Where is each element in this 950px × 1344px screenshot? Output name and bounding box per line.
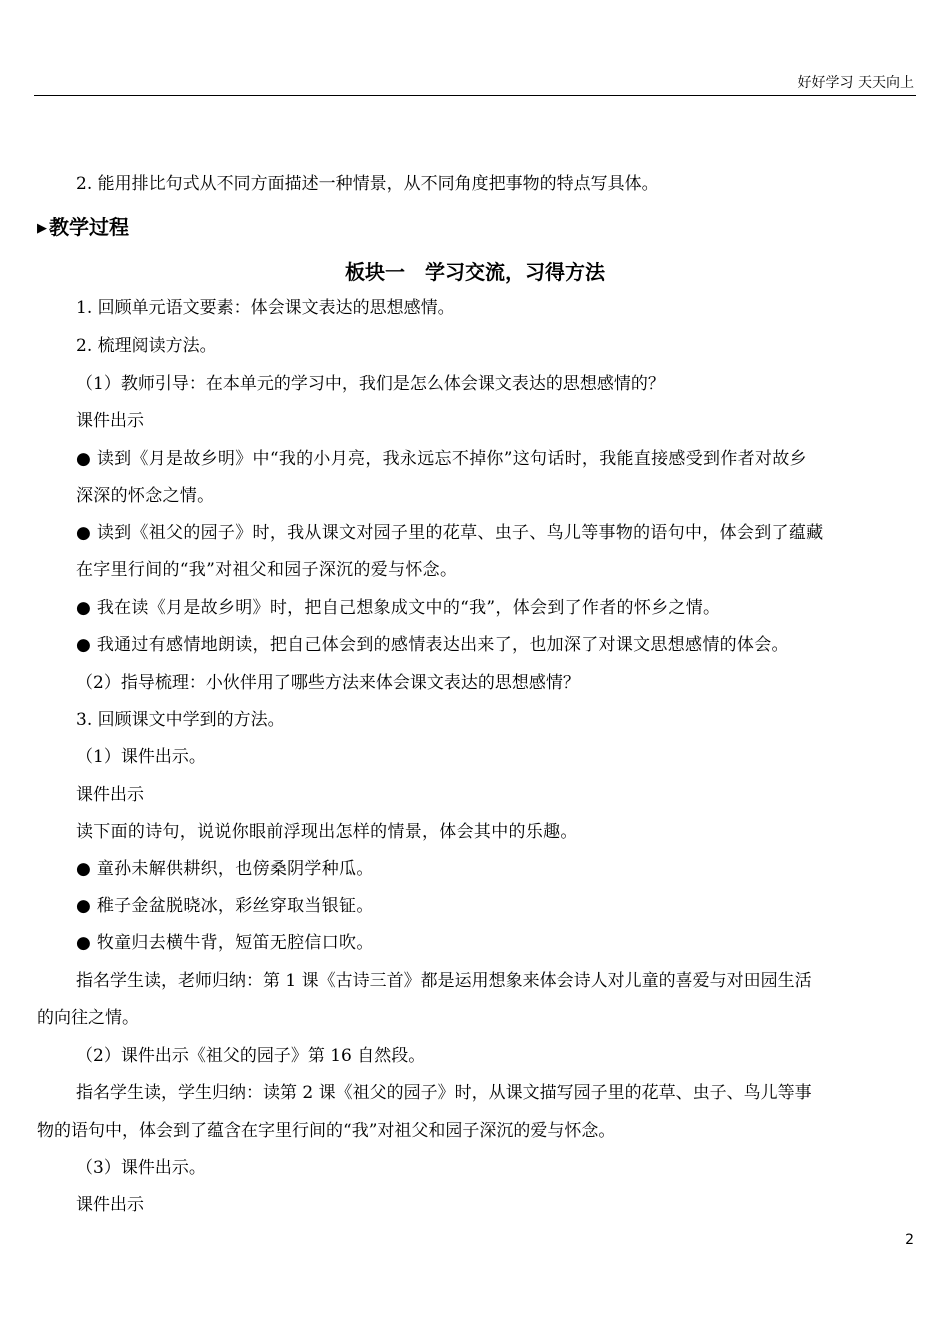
bullet-continuation: 深深的怀念之情。 — [76, 486, 215, 506]
poem-bullet: ● 牧童归去横牛背，短笛无腔信口吹。 — [76, 933, 374, 953]
bullet-continuation: 在字里行间的“我”对祖父和园子深沉的爱与怀念。 — [76, 560, 458, 580]
slide-label: 课件出示 — [76, 411, 144, 431]
paragraph-line: 指名学生读，老师归纳：第 1 课《古诗三首》都是运用想象来体会诗人对儿童的喜爱与对田园生活 — [76, 971, 812, 991]
section-title: 教学过程 — [49, 215, 129, 239]
slide-instruction: 读下面的诗句，说说你眼前浮现出怎样的情景，体会其中的乐趣。 — [76, 822, 578, 842]
slide-label: 课件出示 — [76, 1195, 144, 1215]
teaching-goal-2: 2. 能用排比句式从不同方面描述一种情景，从不同角度把事物的特点写具体。 — [76, 174, 659, 194]
paragraph-line: 指名学生读，学生归纳：读第 2 课《祖父的园子》时，从课文描写园子里的花草、虫子、鸟儿等事 — [76, 1083, 812, 1103]
paragraph-line: 1. 回顾单元语文要素：体会课文表达的思想感情。 — [76, 298, 455, 318]
bullet-item: ● 我通过有感情地朗读，把自己体会到的感情表达出来了，也加深了对课文思想感情的体会。 — [76, 635, 789, 655]
paragraph-line: （2）指导梳理：小伙伴用了哪些方法来体会课文表达的思想感情？ — [76, 673, 580, 693]
paragraph-line: （1）课件出示。 — [76, 747, 206, 767]
section-heading — [37, 211, 129, 240]
bullet-item: ● 读到《祖父的园子》时，我从课文对园子里的花草、虫子、鸟儿等事物的语句中，体会到了蕴藏 — [76, 523, 824, 543]
paragraph-line: 2. 梳理阅读方法。 — [76, 336, 217, 356]
bullet-item: ● 读到《月是故乡明》中“我的小月亮，我永远忘不掉你”这句话时，我能直接感受到作者对故乡 — [76, 449, 807, 469]
paragraph-continuation: 的向往之情。 — [37, 1008, 139, 1028]
page-header-text: 好好学习 天天向上 — [797, 75, 914, 91]
page-number: 2 — [905, 1232, 914, 1248]
paragraph-line: 3. 回顾课文中学到的方法。 — [76, 710, 285, 730]
paragraph-continuation: 物的语句中，体会到了蕴含在字里行间的“我”对祖父和园子深沉的爱与怀念。 — [37, 1121, 616, 1141]
paragraph-line: （3）课件出示。 — [76, 1158, 206, 1178]
poem-bullet: ● 稚子金盆脱晓冰，彩丝穿取当银钲。 — [76, 896, 374, 916]
paragraph-line: （2）课件出示《祖父的园子》第 16 自然段。 — [76, 1046, 426, 1066]
header-divider — [34, 95, 916, 96]
slide-label: 课件出示 — [76, 785, 144, 805]
bullet-item: ● 我在读《月是故乡明》时，把自己想象成文中的“我”，体会到了作者的怀乡之情。 — [76, 598, 721, 618]
block-title: 板块一 学习交流，习得方法 — [345, 260, 605, 284]
paragraph-line: （1）教师引导：在本单元的学习中，我们是怎么体会课文表达的思想感情的？ — [76, 374, 665, 394]
triangle-marker-icon: ▶ — [37, 221, 47, 236]
poem-bullet: ● 童孙未解供耕织，也傍桑阴学种瓜。 — [76, 859, 374, 879]
